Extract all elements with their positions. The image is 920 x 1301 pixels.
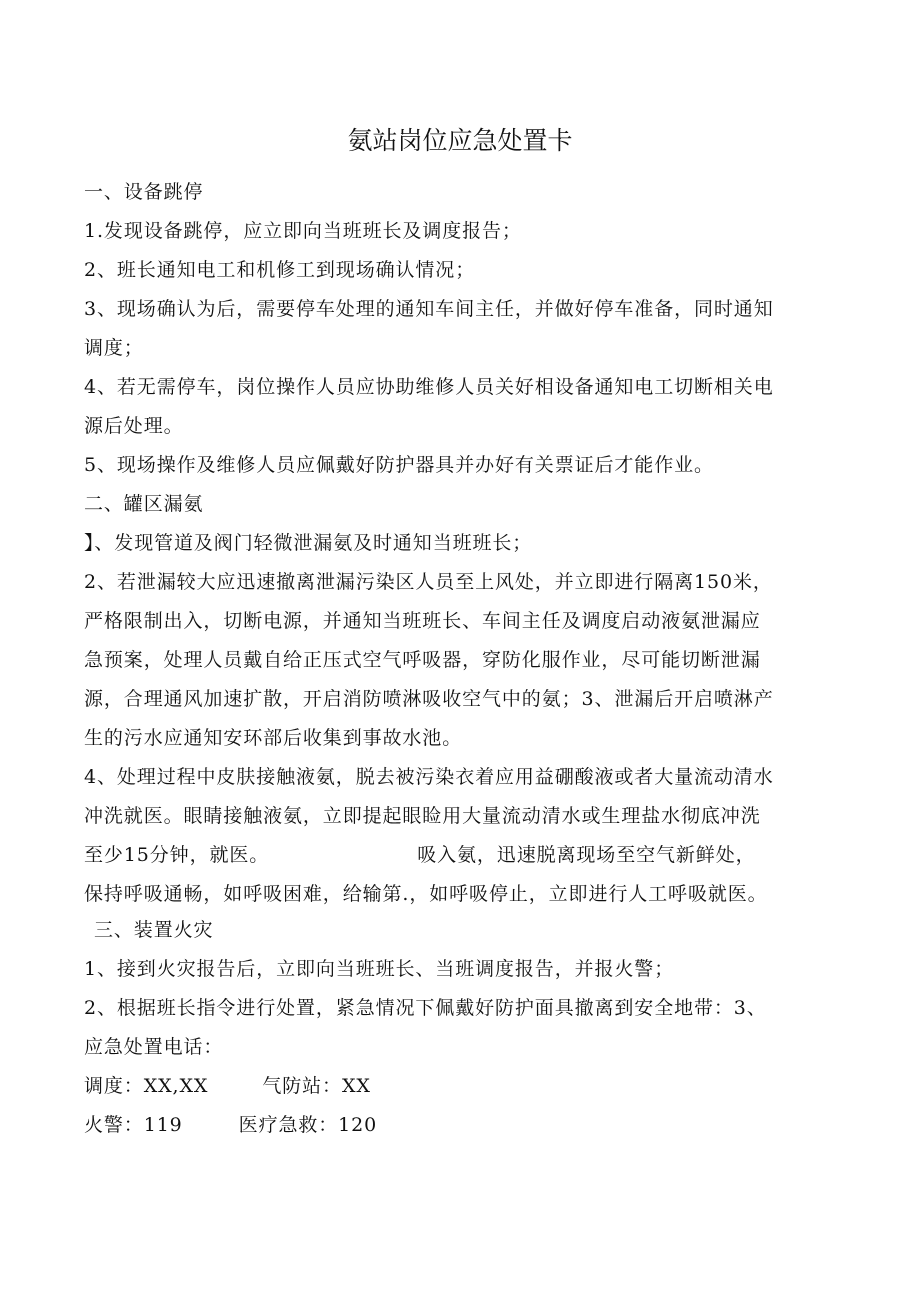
phone-fire: 火警：119 [84, 1114, 183, 1136]
paragraph-line: 2、若泄漏较大应迅速撤离泄漏污染区人员至上风处，并立即进行隔离150米， [84, 571, 773, 593]
phone-medical: 医疗急救：120 [238, 1114, 378, 1136]
paragraph-line: 4、若无需停车，岗位操作人员应协助维修人员关好相设备通知电工切断相关电 [84, 376, 774, 398]
paragraph-fragment: 至少15分钟，就医。 [84, 844, 270, 866]
section-heading-equipment-trip: 一、设备跳停 [84, 181, 204, 203]
paragraph-line: 冲洗就医。眼睛接触液氨，立即提起眼睑用大量流动清水或生理盐水彻底冲洗 [84, 805, 761, 827]
paragraph-line: 5、现场操作及维修人员应佩戴好防护器具并办好有关票证后才能作业。 [84, 454, 714, 476]
paragraph-line: 保持呼吸通畅，如呼吸困难，给输第.，如呼吸停止，立即进行人工呼吸就医。 [84, 883, 768, 905]
paragraph-line: 源后处理。 [84, 415, 184, 437]
paragraph-line: 2、根据班长指令进行处置，紧急情况下佩戴好防护面具撤离到安全地带：3、 [84, 997, 767, 1019]
paragraph-line [84, 838, 756, 872]
paragraph-line: 1、接到火灾报告后，立即向当班班长、当班调度报告，并报火警； [84, 958, 675, 980]
paragraph-line: 调度； [84, 337, 144, 359]
paragraph-line: 严格限制出入，切断电源，并通知当班班长、车间主任及调度启动液氨泄漏应 [84, 610, 761, 632]
phone-gas-station: 气防站：XX [262, 1075, 371, 1097]
paragraph-line: 源，合理通风加速扩散，开启消防喷淋吸收空气中的氨；3、泄漏后开启喷淋产 [84, 688, 774, 710]
phone-row [84, 1069, 371, 1103]
paragraph-fragment: 吸入氨，迅速脱离现场至空气新鲜处， [417, 844, 756, 866]
paragraph-line: 2、班长通知电工和机修工到现场确认情况； [84, 259, 476, 281]
phone-dispatch: 调度：XX,XX [84, 1075, 209, 1097]
document-title: 氨站岗位应急处置卡 [347, 126, 573, 155]
section-heading-device-fire: 三、装置火灾 [94, 919, 214, 941]
paragraph-line: 3、现场确认为后，需要停车处理的通知车间主任，并做好停车准备，同时通知 [84, 298, 774, 320]
phone-row [84, 1108, 377, 1142]
paragraph-line: 应急处置电话： [84, 1036, 224, 1058]
paragraph-line: 4、处理过程中皮肤接触液氨，脱去被污染衣着应用益硼酸液或者大量流动清水 [84, 766, 774, 788]
paragraph-line: 】、发现管道及阀门轻微泄漏氨及时通知当班班长； [84, 532, 533, 554]
paragraph-line: 生的污水应通知安环部后收集到事故水池。 [84, 727, 463, 749]
paragraph-line: 1.发现设备跳停，应立即向当班班长及调度报告； [84, 220, 522, 242]
paragraph-line: 急预案，处理人员戴自给正压式空气呼吸器，穿防化服作业，尽可能切断泄漏 [84, 649, 761, 671]
section-heading-tank-ammonia-leak: 二、罐区漏氨 [84, 493, 204, 515]
